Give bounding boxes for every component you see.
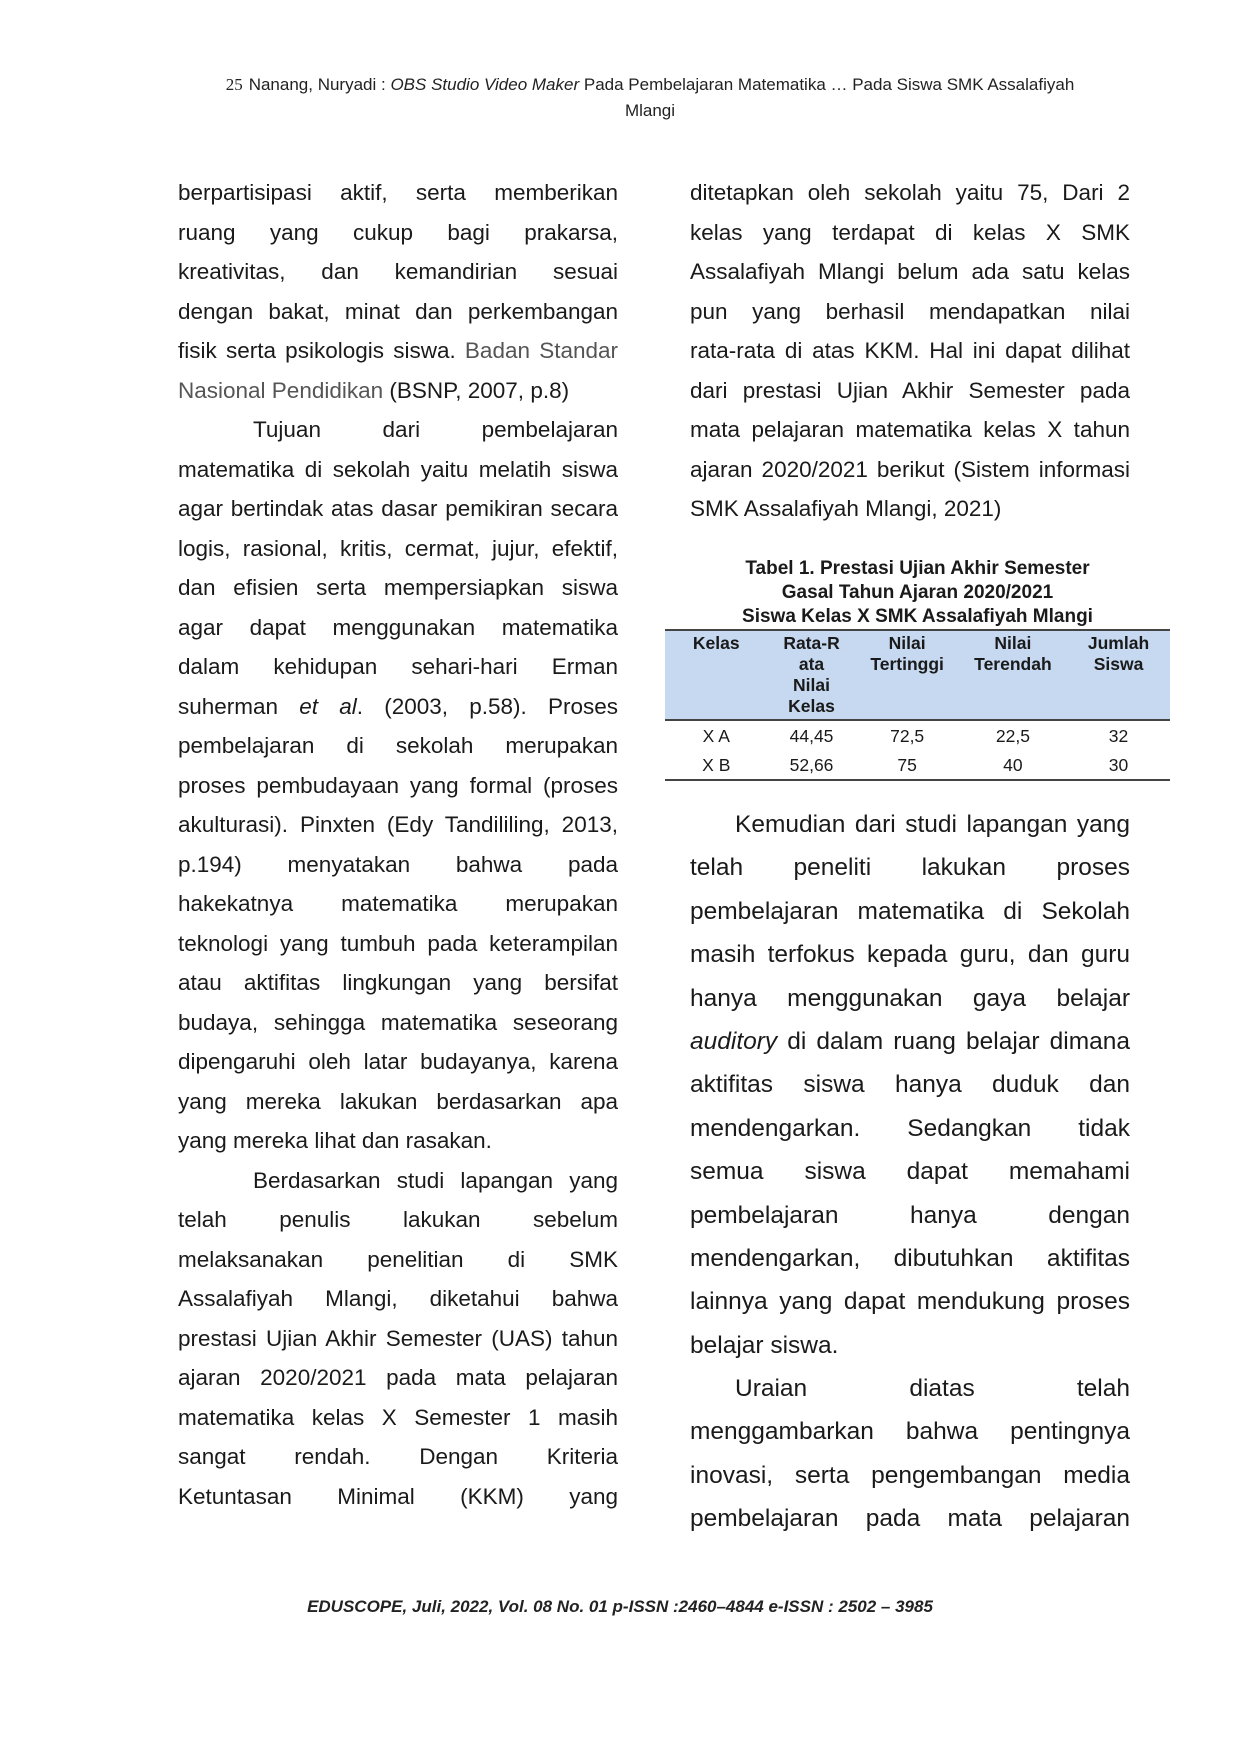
table-caption-line: Gasal Tahun Ajaran 2020/2021 — [781, 582, 1054, 603]
body-line: p.194) menyatakan bahwa pada — [178, 851, 618, 877]
column-header: Rata-R ata Nilai Kelas — [768, 630, 856, 720]
table-cell: 22,5 — [995, 726, 1030, 746]
column-header: Nilai Tertinggi — [856, 630, 959, 720]
body-line: hanya menggunakan gaya belajar — [690, 984, 1130, 1012]
body-line: budaya, sehingga matematika seseorang — [178, 1009, 618, 1035]
table-cell: 44,45 — [789, 726, 834, 746]
body-line: pembelajaran hanya dengan — [690, 1201, 1130, 1229]
body-line: melaksanakan penelitian di SMK — [178, 1246, 618, 1272]
page-number: 25 — [225, 75, 243, 94]
citation-text: Nasional Pendidikan — [178, 377, 384, 403]
body-line: Berdasarkan studi lapangan yang — [253, 1167, 618, 1193]
body-line: rata-rata di atas KKM. Hal ini dapat dilihat — [690, 338, 1130, 363]
right-column-intro — [690, 173, 1130, 529]
journal-footer: EDUSCOPE, Juli, 2022, Vol. 08 No. 01 p-ISSN :2460–4844 e-ISSN : 2502 – 3985 — [307, 1597, 933, 1616]
table-cell: 72,5 — [890, 726, 925, 746]
body-line: Nasional Pendidikan (BSNP, 2007, p.8) — [178, 377, 570, 403]
body-line: mendengarkan. Sedangkan tidak — [690, 1114, 1130, 1142]
body-line: dalam kehidupan sehari-hari Erman — [178, 654, 618, 679]
body-line: suherman et al. (2003, p.58). Proses — [178, 693, 618, 719]
table-cell: X A — [702, 726, 730, 746]
right-column-body — [690, 803, 1130, 1541]
body-line: semua siswa dapat memahami — [690, 1158, 1130, 1186]
body-line: aktifitas siswa hanya duduk dan — [690, 1071, 1130, 1099]
body-line: dari prestasi Ujian Akhir Semester pada — [690, 377, 1130, 403]
table-caption — [665, 557, 1170, 629]
body-line: inovasi, serta pengembangan media — [690, 1461, 1130, 1489]
body-line: Kemudian dari studi lapangan yang — [735, 811, 1130, 838]
body-line: kelas yang terdapat di kelas X SMK — [690, 219, 1130, 245]
citation-text: Badan Standar — [464, 338, 618, 363]
body-line: telah penulis lakukan sebelum — [178, 1207, 618, 1232]
body-line: agar dapat menggunakan matematika — [178, 614, 618, 640]
body-line: prestasi Ujian Akhir Semester (UAS) tahun — [178, 1325, 618, 1351]
table-cell: 75 — [856, 750, 959, 780]
body-line: Assalafiyah Mlangi, diketahui bahwa — [178, 1286, 618, 1311]
table-cell: 32 — [1108, 726, 1129, 746]
body-line: hakekatnya matematika merupakan — [178, 891, 618, 916]
table-cell: X B — [665, 750, 768, 780]
body-line: Ketuntasan Minimal (KKM) yang — [178, 1483, 618, 1509]
column-header: Nilai Terendah — [959, 630, 1067, 720]
body-line: mata pelajaran matematika kelas X tahun — [690, 417, 1130, 442]
body-line: atau aktifitas lingkungan yang bersifat — [178, 970, 618, 995]
header-authors: Nanang, Nuryadi : — [248, 75, 391, 94]
body-line: Uraian diatas telah — [735, 1375, 1130, 1403]
body-line: matematika kelas X Semester 1 masih — [178, 1404, 618, 1430]
body-line: mendengarkan, dibutuhkan aktifitas — [690, 1244, 1130, 1272]
body-line: fisik serta psikologis siswa. Badan Standar — [178, 338, 618, 363]
body-line: pembelajaran pada mata pelajaran — [690, 1505, 1130, 1533]
body-line: Assalafiyah Mlangi belum ada satu kelas — [690, 259, 1130, 284]
body-line: dan efisien serta mempersiapkan siswa — [178, 575, 618, 600]
body-line: lainnya yang dapat mendukung proses — [690, 1288, 1130, 1316]
body-line: telah peneliti lakukan proses — [690, 854, 1130, 882]
body-line: pun yang berhasil mendapatkan nilai — [690, 298, 1130, 324]
body-line: berpartisipasi aktif, serta memberikan — [178, 180, 618, 205]
table-caption-line: Tabel 1. Prestasi Ujian Akhir Semester — [745, 558, 1090, 579]
body-line: teknologi yang tumbuh pada keterampilan — [178, 930, 618, 956]
body-line: yang mereka lihat dan rasakan. — [178, 1128, 492, 1153]
body-line: ajaran 2020/2021 berikut (Sistem informasi — [690, 456, 1130, 482]
body-line: SMK Assalafiyah Mlangi, 2021) — [690, 496, 1002, 521]
body-line: ruang yang cukup bagi prakarsa, — [178, 219, 618, 245]
running-header — [150, 72, 1150, 124]
table-header-row — [665, 630, 1170, 720]
body-line: masih terfokus kepada guru, dan guru — [690, 941, 1130, 969]
body-line: Tujuan dari pembelajaran — [253, 417, 618, 442]
body-line: dengan bakat, minat dan perkembangan — [178, 298, 618, 324]
column-header: Jumlah Siswa — [1067, 630, 1170, 720]
body-line: menggambarkan bahwa pentingnya — [690, 1418, 1130, 1446]
body-line: agar bertindak atas dasar pemikiran secara — [178, 496, 618, 521]
table-cell: 30 — [1067, 750, 1170, 780]
body-line: akulturasi). Pinxten (Edy Tandililing, 2013, — [178, 812, 618, 837]
header-title-rest: Pada Pembelajaran Matematika … Pada Siswa SMK Assalafiyah — [579, 75, 1075, 94]
table-row — [665, 720, 1170, 750]
body-line: sangat rendah. Dengan Kriteria — [178, 1444, 618, 1469]
body-line: proses pembudayaan yang formal (proses — [178, 772, 618, 798]
header-line-1 — [150, 72, 1150, 98]
body-line: pembelajaran matematika di Sekolah — [690, 897, 1130, 925]
body-line: ditetapkan oleh sekolah yaitu 75, Dari 2 — [690, 180, 1130, 205]
body-line: auditory di dalam ruang belajar dimana — [690, 1027, 1130, 1055]
body-line: matematika di sekolah yaitu melatih siswa — [178, 456, 618, 482]
body-line: yang mereka lakukan berdasarkan apa — [178, 1088, 618, 1114]
body-line: kreativitas, dan kemandirian sesuai — [178, 259, 618, 284]
header-line-2: Mlangi — [624, 101, 676, 120]
body-line: pembelajaran di sekolah merupakan — [178, 733, 618, 758]
table-cell: 40 — [959, 750, 1067, 780]
header-title-italic: OBS Studio Video Maker — [390, 75, 580, 94]
table-cell: 52,66 — [768, 750, 856, 780]
results-table — [665, 629, 1170, 781]
table-row — [665, 750, 1170, 780]
body-line: ajaran 2020/2021 pada mata pelajaran — [178, 1365, 618, 1390]
results-table-block — [665, 557, 1170, 781]
body-line: logis, rasional, kritis, cermat, jujur, efektif, — [178, 535, 618, 561]
body-line: belajar siswa. — [690, 1331, 839, 1359]
column-header: Kelas — [665, 630, 768, 720]
table-caption-line: Siswa Kelas X SMK Assalafiyah Mlangi — [742, 606, 1093, 627]
body-line: dipengaruhi oleh latar budayanya, karena — [178, 1049, 618, 1074]
left-column — [178, 173, 618, 1516]
